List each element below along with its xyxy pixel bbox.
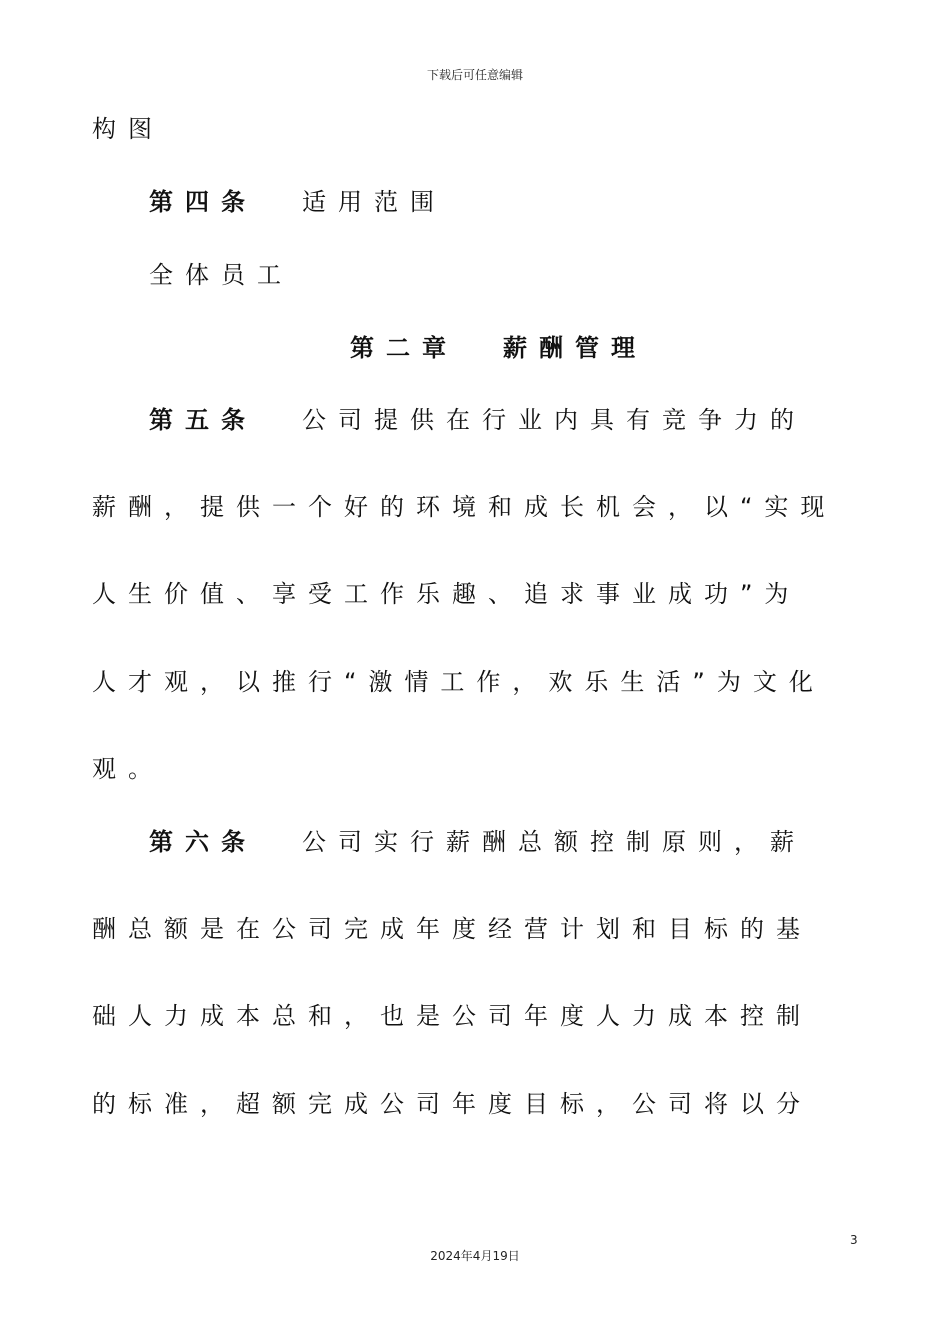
article-6-text-line: 的标准，超额完成公司年度目标，公司将以分: [92, 1090, 812, 1118]
article-5-text-line: 人生价值、享受工作乐趣、追求事业成功”为: [92, 580, 801, 608]
page-number: 3: [850, 1233, 858, 1247]
page-header-note: 下载后可任意编辑: [426, 68, 523, 82]
footer-date: 2024年4月19日: [430, 1249, 520, 1263]
chapter-number: 第二章: [350, 334, 458, 362]
article-5-text-line: 人才观，以推行“激情工作，欢乐生活”为文化: [92, 668, 825, 696]
article-6-text-line: 酬总额是在公司完成年度经营计划和目标的基: [92, 915, 812, 943]
chapter-title: 薪酬管理: [503, 334, 647, 362]
article-6-text-line: 公司实行薪酬总额控制原则，薪: [302, 828, 806, 856]
article-6-text-line: 础人力成本总和，也是公司年度人力成本控制: [92, 1002, 812, 1030]
article-5-text-line: 薪酬，提供一个好的环境和成长机会，以“实现: [92, 493, 837, 521]
article-5-text-line: 观。: [92, 755, 164, 783]
article-5-label: 第五条: [149, 406, 257, 434]
article-4-title: 适用范围: [302, 188, 446, 216]
article-5-text-line: 公司提供在行业内具有竞争力的: [302, 406, 806, 434]
text-line: 全体员工: [149, 261, 293, 289]
article-6-label: 第六条: [149, 828, 257, 856]
text-line: 构图: [92, 115, 164, 143]
article-4-label: 第四条: [149, 188, 257, 216]
